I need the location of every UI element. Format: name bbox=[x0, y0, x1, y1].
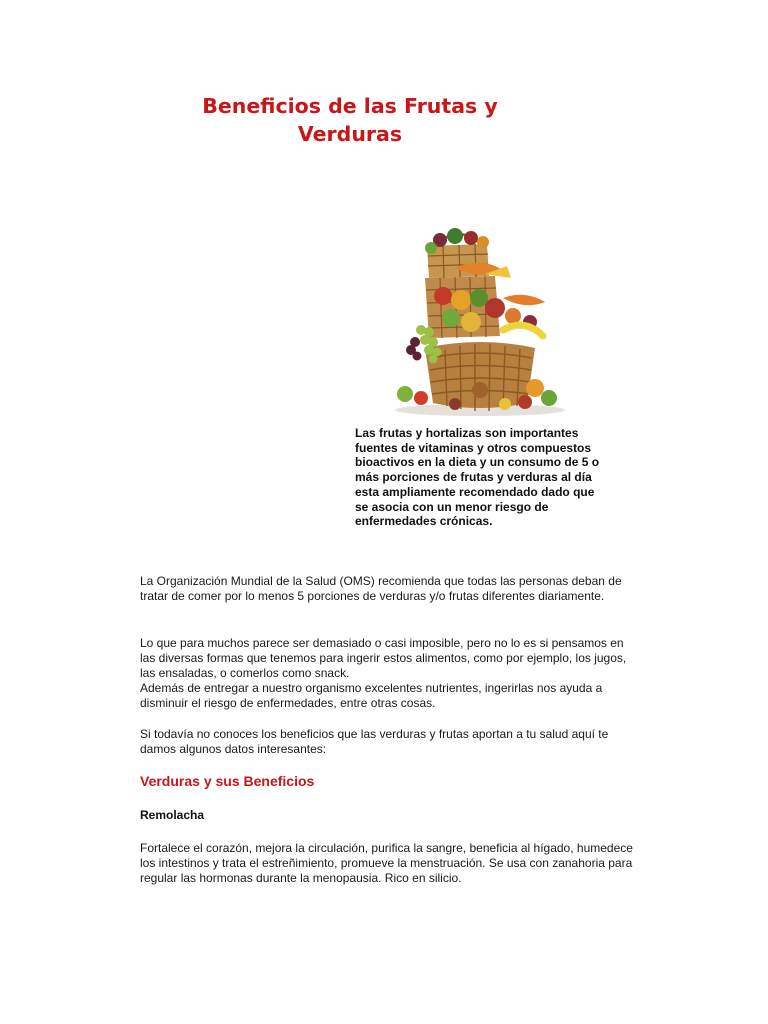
item-title-remolacha: Remolacha bbox=[140, 808, 205, 822]
lead-paragraph: Las frutas y hortalizas son importantes fuentes de vitaminas y otros compuestos bioactivos en la dieta y un consumo de 5 o más porciones de frutas y verduras al día esta ampliamente recomendado dado que se asocia con un menor riesgo de enfermedades crónicas. bbox=[355, 426, 600, 529]
title-line-1: Beneficios de las Frutas y bbox=[202, 94, 498, 118]
paragraph-oms: La Organización Mundial de la Salud (OMS) recomienda que todas las personas deban de tratar de comer por lo menos 5 porciones de verduras y/o frutas diferentes diariamente. bbox=[140, 574, 622, 603]
paragraph-nutrientes-text: Además de entregar a nuestro organismo excelentes nutrientes, ingerirlas nos ayuda a disminuir el riesgo de enfermedades, entre otras cosas. bbox=[140, 681, 603, 710]
title-line-2: Verduras bbox=[297, 122, 403, 146]
page-title bbox=[170, 92, 530, 148]
item-text-remolacha: Fortalece el corazón, mejora la circulación, purifica la sangre, beneficia al hígado, humedece los intestinos y trata el estreñimiento, promueve la menstruación. Se usa con zanahoria para regular las hormonas durante la menopausia. Rico en silicio. bbox=[140, 841, 633, 885]
section-heading: Verduras y sus Beneficios bbox=[140, 773, 315, 789]
paragraph-formas bbox=[140, 636, 640, 711]
paragraph-intro-beneficios: Si todavía no conoces los beneficios que las verduras y frutas aportan a tu salud aquí te damos algunos datos interesantes: bbox=[140, 727, 609, 756]
fruit-basket-image bbox=[385, 218, 575, 418]
paragraph-formas-text: Lo que para muchos parece ser demasiado o casi imposible, pero no lo es si pensamos en las diversas formas que tenemos para ingerir estos alimentos, como por ejemplo, los jugos, las ensaladas, o comerlos como snack. bbox=[140, 636, 627, 680]
